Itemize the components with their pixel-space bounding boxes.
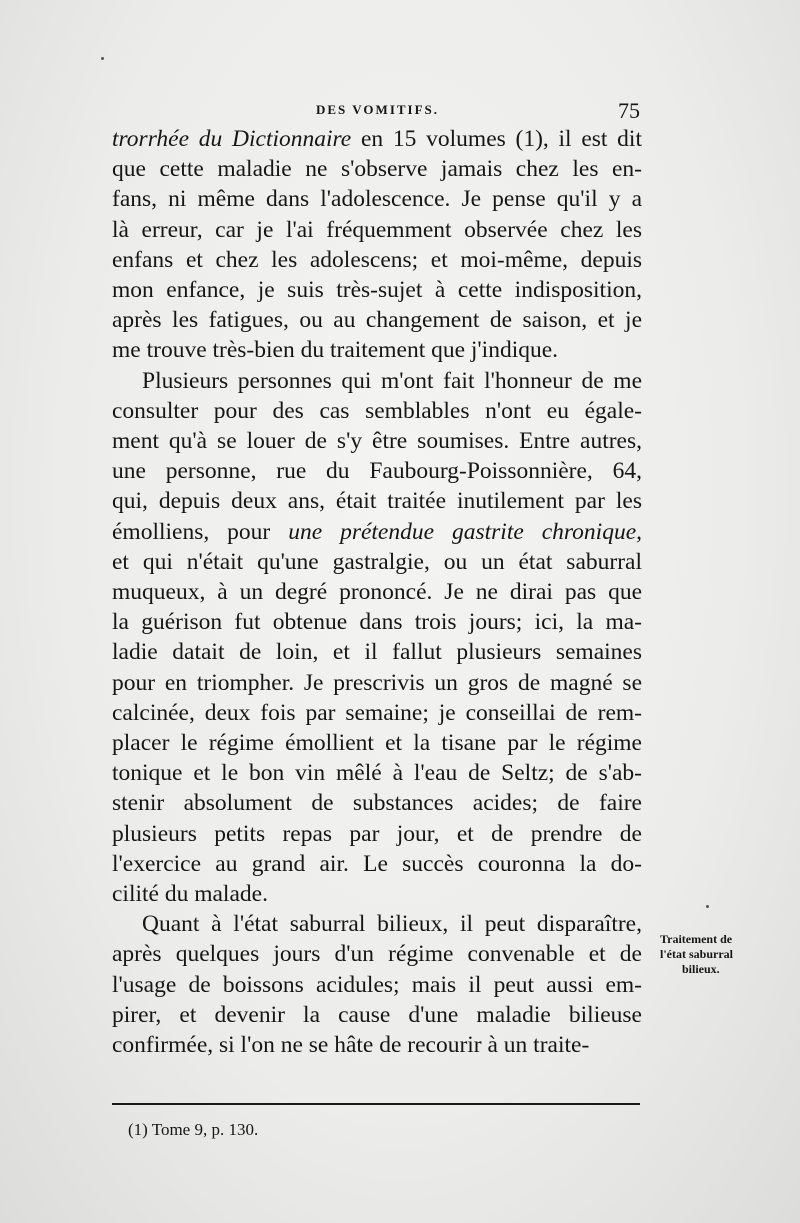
margin-note-line: Traitement de <box>660 932 733 946</box>
text-line <box>112 637 642 667</box>
roman-text: cilité du malade. <box>112 881 268 908</box>
running-head: DES VOMITIFS. <box>316 102 440 117</box>
text-line <box>112 1000 642 1030</box>
text-line <box>112 788 642 818</box>
roman-text: qui, depuis deux ans, était traitée inutilement par les <box>112 488 642 515</box>
margin-note <box>660 932 800 977</box>
roman-text: calcinée, deux fois par semaine; je conseillai de rem- <box>112 699 642 726</box>
text-line <box>112 517 642 547</box>
footnote-rule <box>112 1103 640 1105</box>
roman-text: placer le régime émollient et la tisane par le régime <box>112 730 642 757</box>
text-line <box>112 607 642 637</box>
text-line <box>112 275 642 305</box>
roman-text: là erreur, car je l'ai fréquemment observée chez les <box>112 216 642 243</box>
paragraph <box>112 909 642 1060</box>
text-line <box>112 124 642 154</box>
text-line <box>112 1030 642 1060</box>
text-line <box>112 698 642 728</box>
roman-text: tonique et le bon vin mêlé à l'eau de Seltz; de s'ab- <box>112 760 642 787</box>
roman-text: la guérison fut obtenue dans trois jours; ici, la ma- <box>112 609 642 636</box>
text-line <box>112 758 642 788</box>
body-text <box>112 124 642 1060</box>
roman-text: pour en triompher. Je prescrivis un gros de magné se <box>112 669 642 696</box>
roman-text: Plusieurs personnes qui m'ont fait l'honneur de me <box>142 367 642 394</box>
roman-text: mon enfance, je suis très-sujet à cette indisposition, <box>112 277 642 304</box>
margin-note-line: bilieux. <box>682 962 720 976</box>
roman-text: plusieurs petits repas par jour, et de prendre de <box>112 820 642 847</box>
text-line <box>112 486 642 516</box>
text-line <box>112 426 642 456</box>
text-line <box>112 879 642 909</box>
text-line <box>112 909 642 939</box>
text-line <box>112 577 642 607</box>
roman-text: Quant à l'état saburral bilieux, il peut disparaître, <box>142 911 642 938</box>
text-line <box>112 184 642 214</box>
text-line <box>112 245 642 275</box>
text-line <box>112 970 642 1000</box>
roman-text: ment qu'à se louer de s'y être soumises. Entre autres, <box>112 428 642 455</box>
roman-text: enfans et chez les adolescens; et moi-même, depuis <box>112 246 642 273</box>
roman-text: après quelques jours d'un régime convenable et de <box>112 941 642 968</box>
paper-speck <box>706 905 709 908</box>
text-line <box>112 728 642 758</box>
text-line <box>112 396 642 426</box>
text-line <box>112 547 642 577</box>
roman-text: l'exercice au grand air. Le succès couronna la do- <box>112 850 642 877</box>
text-line <box>112 215 642 245</box>
italic-text: une prétendue gastrite chronique, <box>288 518 642 545</box>
italic-text: trorrhée du Dictionnaire <box>112 126 352 152</box>
text-line <box>112 335 642 365</box>
roman-text: muqueux, à un degré prononcé. Je ne dirai pas que <box>112 579 642 606</box>
roman-text: émolliens, pour <box>112 518 289 545</box>
paragraph <box>112 124 642 366</box>
roman-text: une personne, rue du Faubourg-Poissonnière, 64, <box>112 458 642 485</box>
roman-text: que cette maladie ne s'observe jamais chez les en- <box>112 156 642 183</box>
roman-text: me trouve très-bien du traitement que j'indique. <box>112 337 559 364</box>
text-line <box>112 366 642 396</box>
text-line <box>112 154 642 184</box>
roman-text: consulter pour des cas semblables n'ont eu égale- <box>112 397 642 424</box>
text-line <box>112 819 642 849</box>
footnote: (1) Tome 9, p. 130. <box>128 1120 259 1139</box>
text-line <box>112 456 642 486</box>
paper-speck <box>101 57 104 60</box>
paragraph <box>112 366 642 910</box>
roman-text: pirer, et devenir la cause d'une maladie bilieuse <box>112 1001 642 1028</box>
roman-text: fans, ni même dans l'adolescence. Je pense qu'il y a <box>112 186 642 213</box>
text-line <box>112 668 642 698</box>
margin-note-line: l'état saburral <box>660 947 733 961</box>
page-number: 75 <box>618 98 640 123</box>
roman-text: l'usage de boissons acidules; mais il peut aussi em- <box>112 971 642 998</box>
text-line <box>112 849 642 879</box>
roman-text: confirmée, si l'on ne se hâte de recourir à un traite- <box>112 1032 590 1059</box>
roman-text: en 15 volumes (1), il est dit <box>351 126 642 152</box>
text-line <box>112 305 642 335</box>
roman-text: et qui n'était qu'une gastralgie, ou un état saburral <box>112 548 642 575</box>
text-line <box>112 939 642 969</box>
roman-text: ladie datait de loin, et il fallut plusieurs semaines <box>112 639 642 666</box>
roman-text: après les fatigues, ou au changement de saison, et je <box>112 307 642 334</box>
roman-text: stenir absolument de substances acides; de faire <box>112 790 642 817</box>
